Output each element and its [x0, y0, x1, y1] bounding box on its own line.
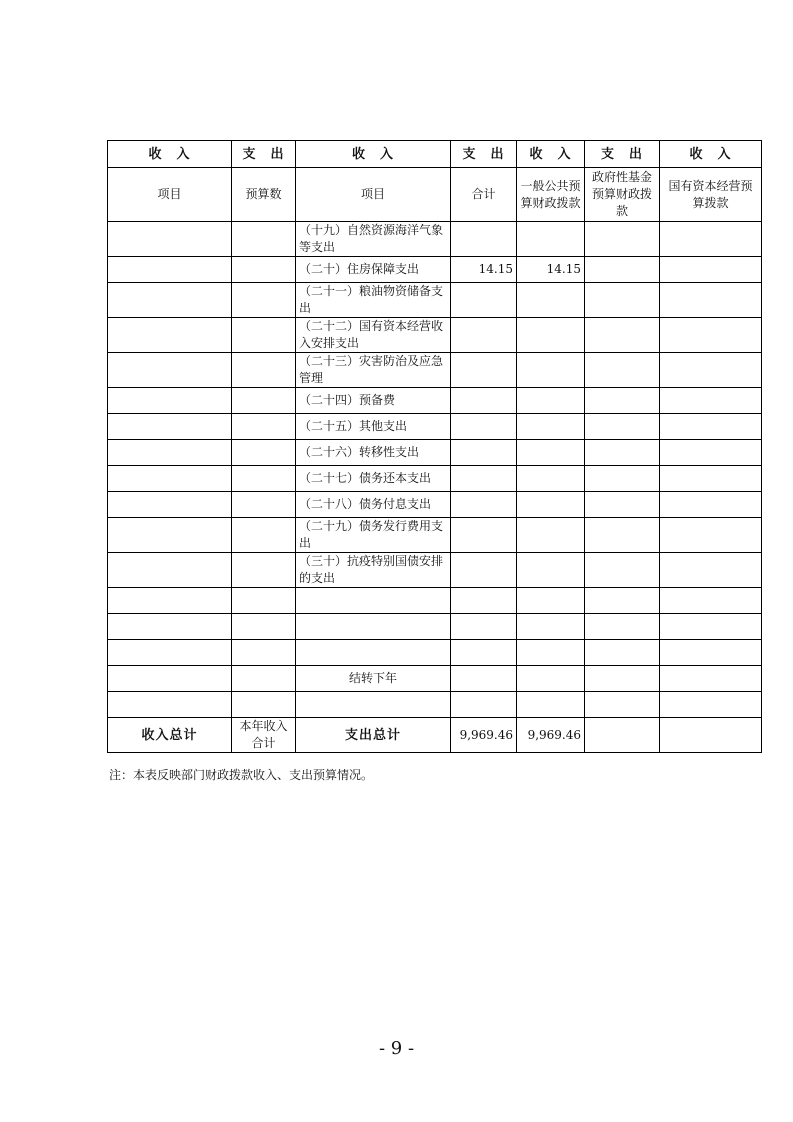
income-item-cell: [108, 492, 232, 518]
expense-item-cell: （二十八）债务付息支出: [296, 492, 451, 518]
total-cell: [451, 640, 517, 666]
header-item: 项目: [296, 168, 451, 222]
income-item-cell: [108, 640, 232, 666]
expense-item-cell: （二十五）其他支出: [296, 414, 451, 440]
state-capital-cell: [660, 666, 762, 692]
total-cell: [451, 388, 517, 414]
expense-item-cell: （二十七）债务还本支出: [296, 466, 451, 492]
gov-fund-cell: [585, 414, 660, 440]
total-cell: [451, 353, 517, 388]
header-gov-fund: 政府性基金预算财政拨款: [585, 168, 660, 222]
general-budget-cell: [517, 492, 585, 518]
budget-amount-cell: [232, 466, 296, 492]
budget-amount-cell: [232, 553, 296, 588]
header-income: 收 入: [517, 141, 585, 168]
gov-fund-cell: [585, 588, 660, 614]
income-item-cell: [108, 414, 232, 440]
table-row: [108, 353, 762, 388]
general-budget-cell: [517, 440, 585, 466]
header-expense: 支 出: [232, 141, 296, 168]
gov-fund-cell: [585, 353, 660, 388]
table-row: [108, 414, 762, 440]
table-note: 注：本表反映部门财政拨款收入、支出预算情况。: [109, 768, 374, 782]
income-item-cell: [108, 318, 232, 353]
total-cell: [451, 283, 517, 318]
table-row: [108, 440, 762, 466]
income-item-cell: [108, 257, 232, 283]
total-cell: [451, 318, 517, 353]
table-row: [108, 388, 762, 414]
header-row-2: [108, 168, 762, 222]
total-cell: [451, 614, 517, 640]
header-budget-amount: 预算数: [232, 168, 296, 222]
table-row: [108, 666, 762, 692]
page-number: - 9 -: [378, 1038, 415, 1059]
table-row: [108, 614, 762, 640]
income-item-cell: [108, 518, 232, 553]
general-budget-cell: [517, 666, 585, 692]
gov-fund-cell: [585, 257, 660, 283]
general-budget-cell: [517, 353, 585, 388]
header-total: 合计: [451, 168, 517, 222]
state-capital-cell: [660, 466, 762, 492]
state-capital-cell: [660, 257, 762, 283]
general-budget-cell: [517, 553, 585, 588]
budget-amount-cell: [232, 440, 296, 466]
state-capital-cell: [660, 640, 762, 666]
total-cell: [451, 666, 517, 692]
table-row: [108, 283, 762, 318]
header-income: 收 入: [108, 141, 232, 168]
budget-amount-cell: [232, 318, 296, 353]
income-total-label: 收入总计: [108, 718, 232, 753]
table-row: [108, 466, 762, 492]
header-general-budget: 一般公共预算财政拨款: [517, 168, 585, 222]
budget-amount-cell: [232, 414, 296, 440]
budget-amount-cell: [232, 353, 296, 388]
table-row: [108, 692, 762, 718]
expense-item-cell: （十九）自然资源海洋气象等支出: [296, 222, 451, 257]
gov-fund-cell: [585, 283, 660, 318]
budget-amount-cell: [232, 518, 296, 553]
table-row: [108, 222, 762, 257]
state-capital-cell: [660, 318, 762, 353]
budget-table-container: [107, 140, 762, 753]
income-item-cell: [108, 388, 232, 414]
budget-amount-cell: [232, 257, 296, 283]
general-budget-cell: [517, 466, 585, 492]
gov-fund-cell: [585, 492, 660, 518]
expense-item-cell: [296, 640, 451, 666]
totals-row: [108, 718, 762, 753]
income-item-cell: [108, 692, 232, 718]
gov-fund-cell: [585, 440, 660, 466]
expense-item-cell: （二十）住房保障支出: [296, 257, 451, 283]
gov-fund-cell: [585, 640, 660, 666]
budget-amount-cell: [232, 614, 296, 640]
header-expense: 支 出: [585, 141, 660, 168]
expense-item-cell: [296, 588, 451, 614]
income-item-cell: [108, 283, 232, 318]
income-item-cell: [108, 666, 232, 692]
header-item: 项目: [108, 168, 232, 222]
general-budget-cell: [517, 614, 585, 640]
expense-total-label: 支出总计: [296, 718, 451, 753]
general-budget-cell: 14.15: [517, 257, 585, 283]
expense-item-cell: （二十九）债务发行费用支出: [296, 518, 451, 553]
state-capital-cell: [660, 353, 762, 388]
header-income: 收 入: [660, 141, 762, 168]
total-cell: [451, 492, 517, 518]
gov-fund-cell: [585, 553, 660, 588]
gov-fund-cell: [585, 222, 660, 257]
header-state-capital: 国有资本经营预算拨款: [660, 168, 762, 222]
gov-fund-cell: [585, 614, 660, 640]
total-cell: [451, 414, 517, 440]
state-capital-cell: [660, 614, 762, 640]
budget-amount-cell: [232, 388, 296, 414]
general-budget-cell: [517, 518, 585, 553]
gov-fund-total-cell: [585, 718, 660, 753]
income-item-cell: [108, 222, 232, 257]
budget-amount-cell: [232, 666, 296, 692]
table-row: [108, 588, 762, 614]
state-capital-cell: [660, 518, 762, 553]
table-row: [108, 640, 762, 666]
general-budget-cell: [517, 388, 585, 414]
header-income: 收 入: [296, 141, 451, 168]
table-row: [108, 553, 762, 588]
grand-total-cell: 9,969.46: [451, 718, 517, 753]
expense-item-cell: （二十二）国有资本经营收入安排支出: [296, 318, 451, 353]
state-capital-total-cell: [660, 718, 762, 753]
income-item-cell: [108, 588, 232, 614]
header-expense: 支 出: [451, 141, 517, 168]
expense-item-cell: （二十六）转移性支出: [296, 440, 451, 466]
income-item-cell: [108, 553, 232, 588]
annual-income-total-label: 本年收入合计: [232, 718, 296, 753]
general-budget-cell: [517, 318, 585, 353]
general-budget-cell: [517, 692, 585, 718]
budget-amount-cell: [232, 588, 296, 614]
state-capital-cell: [660, 222, 762, 257]
budget-table: [107, 140, 762, 753]
gov-fund-cell: [585, 692, 660, 718]
state-capital-cell: [660, 692, 762, 718]
general-budget-cell: [517, 222, 585, 257]
total-cell: [451, 518, 517, 553]
budget-amount-cell: [232, 492, 296, 518]
state-capital-cell: [660, 283, 762, 318]
state-capital-cell: [660, 414, 762, 440]
expense-item-cell: 结转下年: [296, 666, 451, 692]
total-cell: [451, 692, 517, 718]
gov-fund-cell: [585, 666, 660, 692]
income-item-cell: [108, 440, 232, 466]
general-budget-cell: [517, 640, 585, 666]
general-budget-total-cell: 9,969.46: [517, 718, 585, 753]
state-capital-cell: [660, 492, 762, 518]
income-item-cell: [108, 466, 232, 492]
gov-fund-cell: [585, 318, 660, 353]
state-capital-cell: [660, 553, 762, 588]
state-capital-cell: [660, 388, 762, 414]
expense-item-cell: [296, 614, 451, 640]
income-item-cell: [108, 353, 232, 388]
table-row: [108, 492, 762, 518]
general-budget-cell: [517, 588, 585, 614]
general-budget-cell: [517, 283, 585, 318]
expense-item-cell: （二十三）灾害防治及应急管理: [296, 353, 451, 388]
expense-item-cell: （二十四）预备费: [296, 388, 451, 414]
gov-fund-cell: [585, 388, 660, 414]
expense-item-cell: [296, 692, 451, 718]
total-cell: [451, 466, 517, 492]
general-budget-cell: [517, 414, 585, 440]
budget-amount-cell: [232, 283, 296, 318]
table-row: [108, 257, 762, 283]
gov-fund-cell: [585, 466, 660, 492]
expense-item-cell: （二十一）粮油物资储备支出: [296, 283, 451, 318]
table-row: [108, 318, 762, 353]
state-capital-cell: [660, 588, 762, 614]
income-item-cell: [108, 614, 232, 640]
gov-fund-cell: [585, 518, 660, 553]
total-cell: [451, 440, 517, 466]
table-row: [108, 518, 762, 553]
total-cell: 14.15: [451, 257, 517, 283]
total-cell: [451, 553, 517, 588]
expense-item-cell: （三十）抗疫特别国债安排的支出: [296, 553, 451, 588]
state-capital-cell: [660, 440, 762, 466]
budget-amount-cell: [232, 640, 296, 666]
total-cell: [451, 588, 517, 614]
budget-amount-cell: [232, 222, 296, 257]
budget-amount-cell: [232, 692, 296, 718]
header-row-1: [108, 141, 762, 168]
total-cell: [451, 222, 517, 257]
